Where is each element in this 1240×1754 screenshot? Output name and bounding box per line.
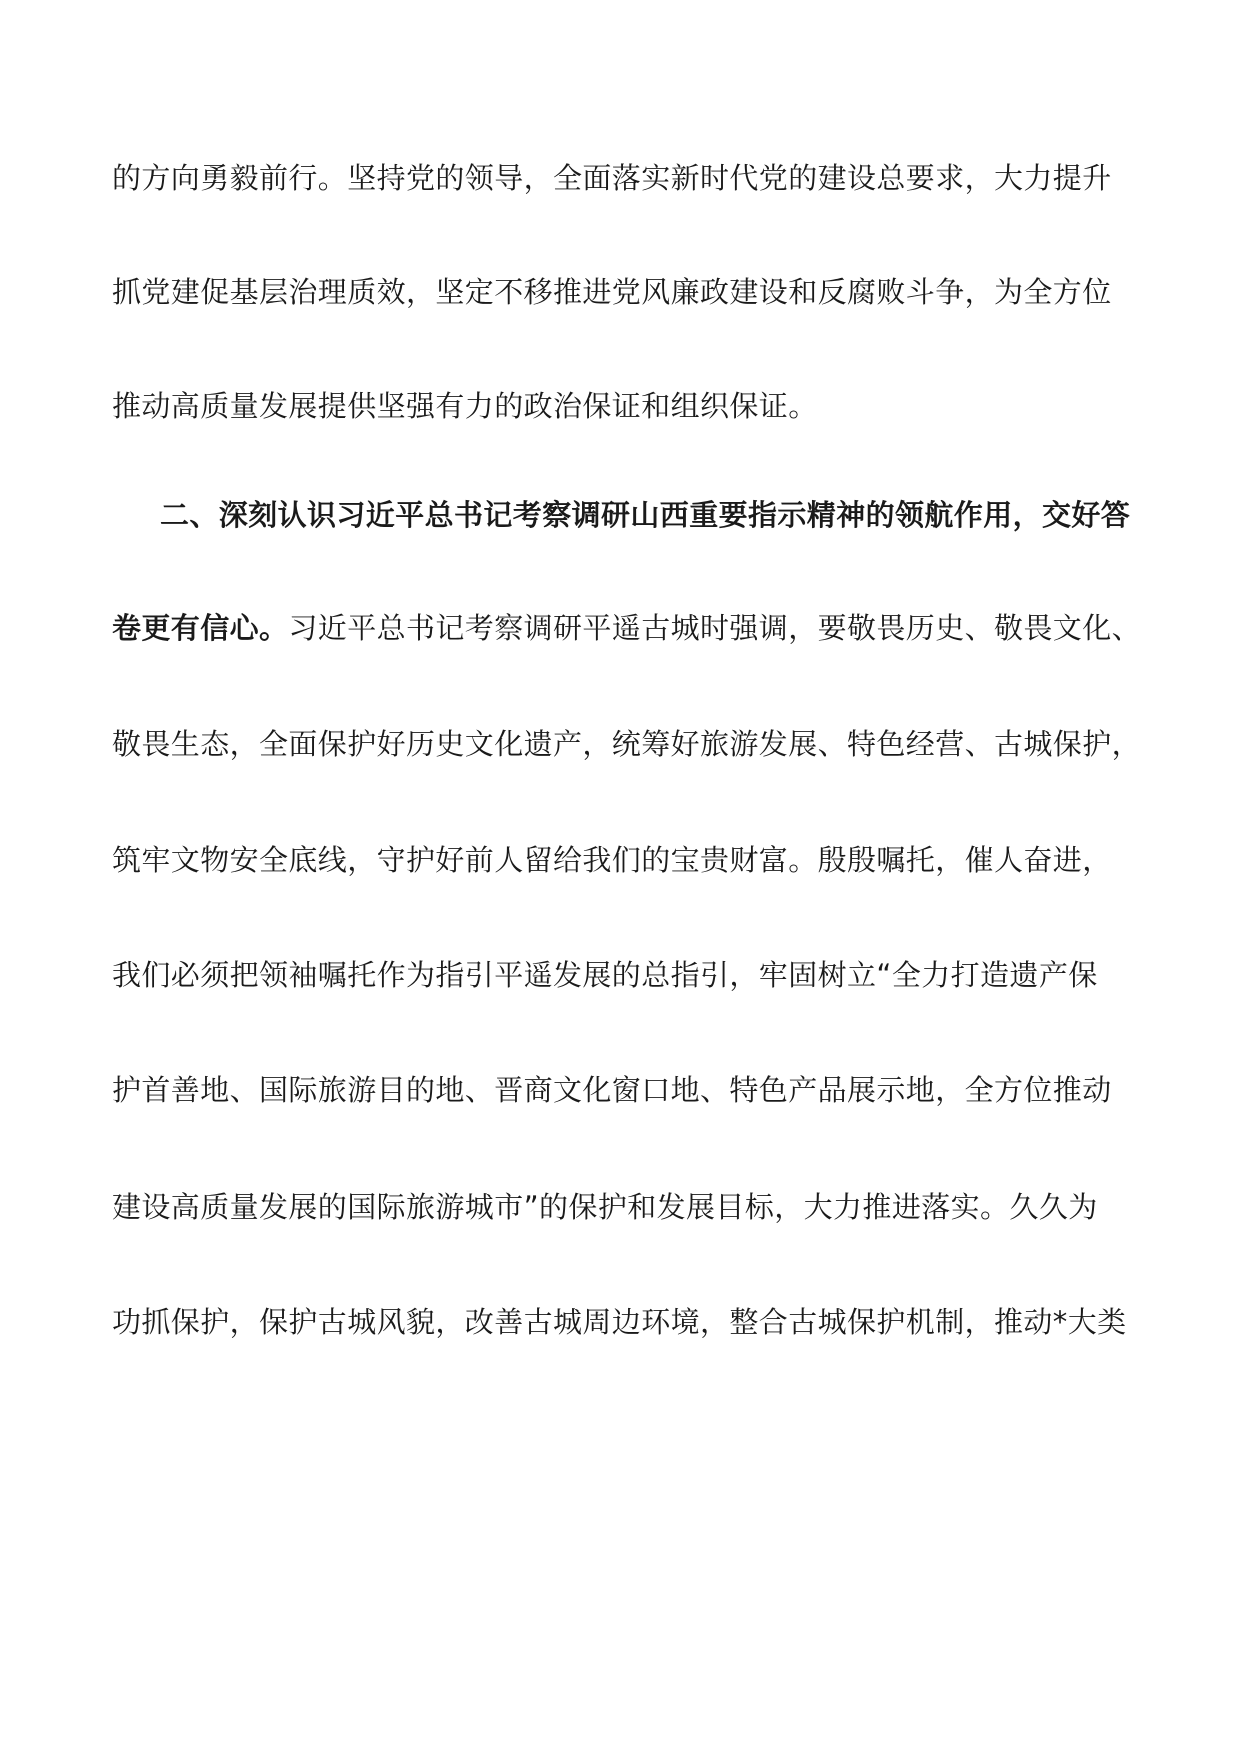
paragraph-line — [112, 608, 1152, 648]
paragraph-line: 敬畏生态，全面保护好历史文化遗产，统筹好旅游发展、特色经营、古城保护， — [112, 727, 1142, 761]
paragraph-line: 推动高质量发展提供坚强有力的政治保证和组织保证。 — [112, 389, 818, 423]
paragraph-text: 习近平总书记考察调研平遥古城时强调，要敬畏历史、敬畏文化、 — [288, 611, 1142, 645]
paragraph-line: 筑牢文物安全底线，守护好前人留给我们的宝贵财富。殷殷嘱托，催人奋进， — [112, 843, 1112, 877]
paragraph-line: 的方向勇毅前行。坚持党的领导，全面落实新时代党的建设总要求，大力提升 — [112, 161, 1112, 195]
paragraph-line: 我们必须把领袖嘱托作为指引平遥发展的总指引，牢固树立“全力打造遗产保 — [112, 958, 1098, 992]
paragraph-line: 抓党建促基层治理质效，坚定不移推进党风廉政建设和反腐败斗争，为全方位 — [112, 275, 1112, 309]
section-heading: 二、深刻认识习近平总书记考察调研山西重要指示精神的领航作用，交好答 — [160, 498, 1131, 532]
section-heading-end: 卷更有信心。 — [112, 611, 289, 645]
paragraph-line: 功抓保护，保护古城风貌，改善古城周边环境，整合古城保护机制，推动*大类 — [112, 1305, 1127, 1339]
paragraph-line: 护首善地、国际旅游目的地、晋商文化窗口地、特色产品展示地，全方位推动 — [112, 1073, 1112, 1107]
paragraph-line: 建设高质量发展的国际旅游城市”的保护和发展目标，大力推进落实。久久为 — [112, 1190, 1098, 1224]
